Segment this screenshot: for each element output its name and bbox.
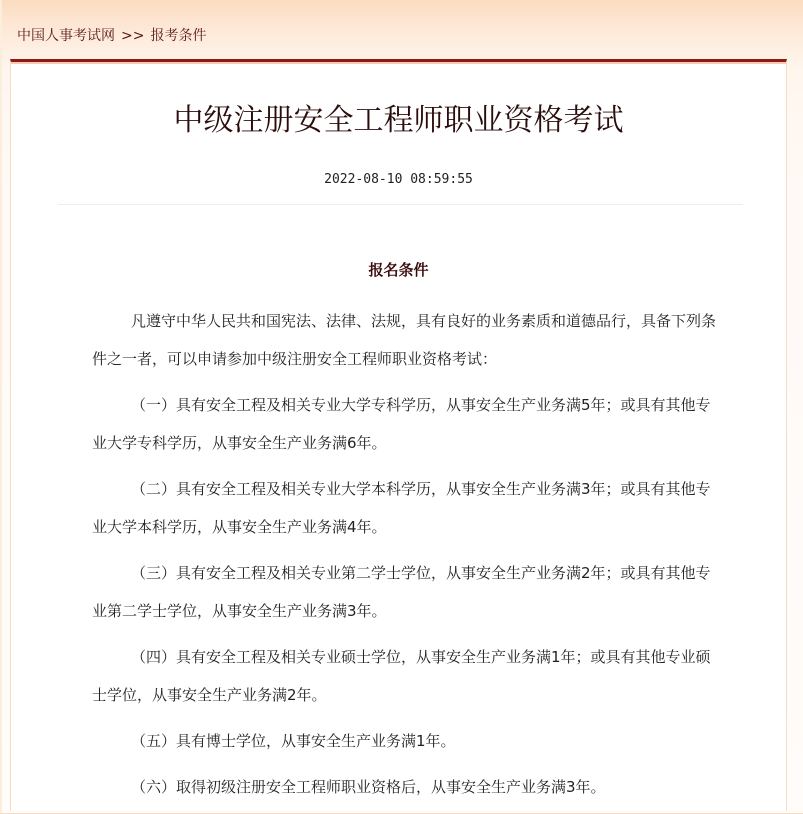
breadcrumb: [17, 27, 206, 45]
condition-paragraph-4: （四）具有安全工程及相关专业硕士学位，从事安全生产业务满1年；或具有其他专业硕士学位，从事安全生产业务满2年。: [92, 648, 711, 704]
intro-paragraph: 凡遵守中华人民共和国宪法、法律、法规，具有良好的业务素质和道德品行，具备下列条件之一者，可以申请参加中级注册安全工程师职业资格考试：: [92, 312, 717, 368]
article-container: [10, 59, 787, 811]
breadcrumb-current-link[interactable]: 报考条件: [150, 28, 207, 44]
condition-paragraph-2: （二）具有安全工程及相关专业大学本科学历，从事安全生产业务满3年；或具有其他专业大学本科学历，从事安全生产业务满4年。: [92, 480, 711, 536]
condition-paragraph-1: （一）具有安全工程及相关专业大学专科学历，从事安全生产业务满5年；或具有其他专业大学专科学历，从事安全生产业务满6年。: [92, 396, 711, 452]
article-body: [92, 302, 717, 814]
article-title: 中级注册安全工程师职业资格考试: [173, 103, 624, 138]
section-heading: 报名条件: [368, 261, 429, 279]
condition-paragraph-5: （五）具有博士学位，从事安全生产业务满1年。: [131, 732, 456, 750]
breadcrumb-home-link[interactable]: 中国人事考试网: [17, 28, 115, 44]
breadcrumb-separator: >>: [121, 28, 145, 44]
condition-paragraph-3: （三）具有安全工程及相关专业第二学士学位，从事安全生产业务满2年；或具有其他专业第二学士学位，从事安全生产业务满3年。: [92, 564, 711, 620]
title-divider: [58, 204, 743, 205]
condition-paragraph-6: （六）取得初级注册安全工程师职业资格后，从事安全生产业务满3年。: [131, 778, 606, 796]
publish-date: 2022-08-10 08:59:55: [324, 172, 473, 187]
page-left-edge: [0, 0, 2, 813]
